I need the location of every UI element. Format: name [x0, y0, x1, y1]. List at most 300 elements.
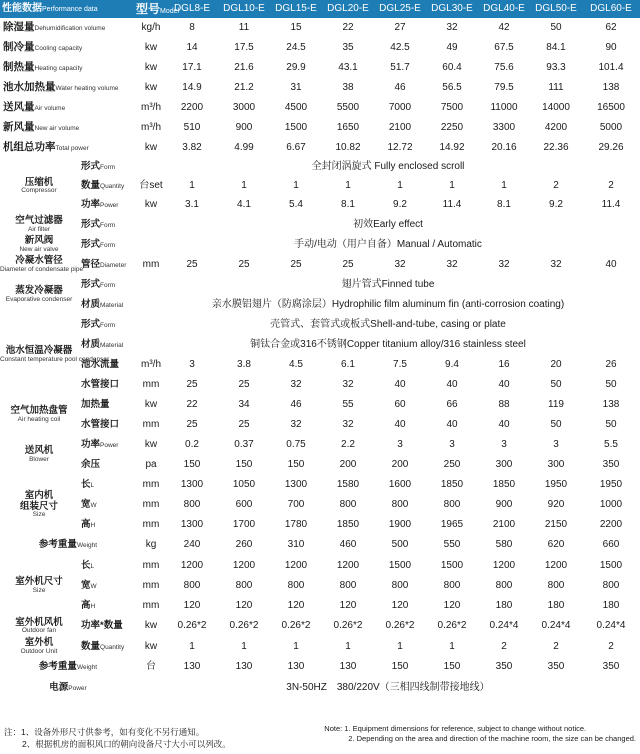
pool-condenser-group: 池水恒温冷凝器 Constant temperature pool condenser: [0, 345, 110, 363]
value-cell: 800: [495, 579, 513, 591]
value-cell: 7.5: [393, 358, 407, 370]
value-cell: 0.26*2: [229, 620, 259, 632]
value-cell: 1200: [544, 559, 568, 571]
notes-en: Note: 1. Equipment dimensions for reference, subject to change without notice. 2. Depending on the area and direction of the machine room, the size can be changed.: [324, 724, 636, 743]
row-label: 池水加热量Water heating volume: [3, 81, 119, 94]
value-cell: 32: [446, 21, 458, 33]
value-cell: 3.82: [182, 141, 202, 153]
value-cell: 25: [238, 378, 250, 390]
value-cell: 1: [241, 180, 247, 192]
value-cell: 62: [605, 21, 617, 33]
value-cell: 130: [339, 661, 357, 673]
perf-row: [0, 38, 640, 58]
value-cell: 240: [183, 539, 201, 551]
value-cell: 800: [602, 579, 620, 591]
performance-data-header: 性能数据Performance data: [0, 0, 136, 18]
value-cell: 2200: [599, 518, 623, 530]
value-cell: 35: [342, 41, 354, 53]
value-cell: 32: [498, 258, 510, 270]
value-cell: 800: [547, 579, 565, 591]
sub-label: 池水流量: [81, 358, 120, 370]
value-cell: 2: [553, 180, 559, 192]
value-cell: 200: [391, 458, 409, 470]
pool-pipe-row: [0, 375, 640, 395]
value-cell: 460: [339, 539, 357, 551]
value-cell: 2: [608, 180, 614, 192]
value-cell: 1: [501, 180, 507, 192]
value-cell: 16: [498, 358, 510, 370]
model-name: DGL25-E: [374, 0, 426, 18]
outdoor-unit-group: 室外机 Outdoor Unit: [20, 637, 58, 655]
outdoor-unit-row: [0, 637, 640, 657]
unit-cell: mm: [142, 518, 160, 530]
coil-pipe-row: [0, 415, 640, 435]
sub-label: 形式Form: [81, 278, 116, 290]
sub-label: 形式Form: [81, 238, 116, 250]
model-name: DGL10-E: [218, 0, 270, 18]
value-cell: 900: [495, 498, 513, 510]
value-cell: 56.5: [442, 81, 462, 93]
air-filter-row: [0, 215, 640, 235]
pool-form-value: 壳管式、套管式或板式Shell-and-tube, casing or plate: [270, 318, 506, 330]
value-cell: 34: [238, 398, 250, 410]
value-cell: 180: [602, 599, 620, 611]
perf-row: [0, 18, 640, 38]
value-cell: 11000: [490, 101, 518, 113]
value-cell: 0.26*2: [177, 620, 207, 632]
row-label: 制热量Heating capacity: [3, 61, 83, 74]
value-cell: 150: [391, 661, 409, 673]
sub-label: 加热量: [81, 398, 110, 410]
value-cell: 6.1: [341, 358, 355, 370]
value-cell: 800: [183, 579, 201, 591]
value-cell: 1300: [284, 478, 308, 490]
value-cell: 620: [547, 539, 565, 551]
sub-label: 管径Diameter: [81, 258, 127, 270]
sub-label: 数量Quantity: [81, 640, 125, 652]
indoor-w-row: [0, 495, 640, 515]
value-cell: 130: [235, 661, 253, 673]
value-cell: 50: [550, 21, 562, 33]
model-name: DGL15-E: [270, 0, 322, 18]
value-cell: 5.5: [604, 438, 618, 450]
sub-label: 功率*数量: [81, 620, 123, 632]
unit-cell: pa: [145, 458, 157, 470]
indoor-weight-row: [0, 535, 640, 556]
value-cell: 21.2: [234, 81, 254, 93]
value-cell: 14.92: [439, 141, 465, 153]
value-cell: 260: [235, 539, 253, 551]
value-cell: 15: [290, 21, 302, 33]
compressor-qty-row: [0, 177, 640, 196]
value-cell: 90: [605, 41, 617, 53]
value-cell: 40: [446, 418, 458, 430]
value-cell: 800: [391, 579, 409, 591]
unit-cell: kw: [144, 640, 158, 652]
header-row: [0, 0, 640, 18]
pool-flow-row: [0, 355, 640, 375]
value-cell: 800: [391, 498, 409, 510]
indoor-l-row: [0, 475, 640, 495]
sub-label: 形式Form: [81, 218, 116, 230]
unit-cell: mm: [142, 579, 160, 591]
unit-cell: kw: [144, 61, 158, 73]
value-cell: 32: [446, 258, 458, 270]
sub-label: 宽W: [81, 579, 97, 591]
value-cell: 40: [394, 418, 406, 430]
blower-pressure-row: [0, 455, 640, 475]
unit-cell: mm: [142, 258, 160, 270]
value-cell: 40: [605, 258, 617, 270]
value-cell: 1200: [180, 559, 204, 571]
unit-cell: mm: [142, 599, 160, 611]
value-cell: 1850: [336, 518, 360, 530]
value-cell: 1500: [440, 559, 464, 571]
value-cell: 310: [287, 539, 305, 551]
value-cell: 2: [501, 640, 507, 652]
value-cell: 300: [547, 458, 565, 470]
value-cell: 26: [605, 358, 617, 370]
value-cell: 2100: [388, 121, 412, 133]
evap-form-row: [0, 275, 640, 295]
value-cell: 800: [183, 498, 201, 510]
value-cell: 0.26*2: [281, 620, 311, 632]
value-cell: 12.72: [387, 141, 413, 153]
value-cell: 42: [498, 21, 510, 33]
value-cell: 800: [443, 498, 461, 510]
value-cell: 1950: [599, 478, 623, 490]
sub-label: 高H: [81, 518, 96, 530]
value-cell: 111: [548, 81, 564, 93]
model-name: DGL40-E: [478, 0, 530, 18]
value-cell: 1: [293, 180, 299, 192]
row-label: 制冷量Cooling capacity: [3, 41, 83, 54]
value-cell: 1300: [180, 518, 204, 530]
value-cell: 25: [342, 258, 354, 270]
value-cell: 88: [498, 398, 510, 410]
value-cell: 350: [602, 661, 620, 673]
value-cell: 300: [495, 458, 513, 470]
value-cell: 32: [290, 418, 302, 430]
value-cell: 3300: [492, 121, 516, 133]
value-cell: 1700: [232, 518, 256, 530]
value-cell: 1600: [388, 478, 412, 490]
model-name: DGL50-E: [530, 0, 582, 18]
performance-rows: [0, 18, 640, 158]
power-supply-value: 3N-50HZ 380/220V（三相四线制带接地线）: [286, 681, 490, 693]
model-name: DGL8-E: [166, 0, 218, 18]
value-cell: 8.1: [497, 199, 511, 211]
value-cell: 9.2: [549, 199, 563, 211]
value-cell: 0.24*4: [489, 620, 519, 632]
value-cell: 1: [345, 640, 351, 652]
sub-label: 材质Material: [81, 338, 124, 350]
value-cell: 50: [550, 378, 562, 390]
value-cell: 0.24*4: [541, 620, 571, 632]
value-cell: 32: [550, 258, 562, 270]
unit-cell: mm: [142, 418, 160, 430]
outdoor-weight-label: 参考重量Weight: [38, 661, 98, 673]
blower-power-row: [0, 435, 640, 455]
pool-material-row: [0, 335, 640, 355]
sub-label: 宽W: [81, 498, 97, 510]
value-cell: 50: [605, 378, 617, 390]
unit-cell: mm: [142, 559, 160, 571]
perf-row: [0, 78, 640, 98]
value-cell: 75.6: [494, 61, 514, 73]
value-cell: 1200: [492, 559, 516, 571]
component-rows: [0, 158, 640, 698]
value-cell: 1950: [544, 478, 568, 490]
unit-cell: m³/h: [141, 101, 161, 113]
value-cell: 21.6: [234, 61, 254, 73]
value-cell: 500: [391, 539, 409, 551]
pool-material-value: 铜钛合金或316不锈钢Copper titanium alloy/316 stainless steel: [250, 338, 526, 350]
value-cell: 51.7: [390, 61, 410, 73]
value-cell: 0.26*2: [437, 620, 467, 632]
value-cell: 50: [550, 418, 562, 430]
value-cell: 580: [495, 539, 513, 551]
value-cell: 1650: [336, 121, 360, 133]
new-air-valve-row: [0, 235, 640, 255]
value-cell: 1: [241, 640, 247, 652]
row-label: 送风量Air volume: [3, 101, 66, 114]
compressor-form-row: [0, 158, 640, 177]
value-cell: 49: [446, 41, 458, 53]
new-air-valve-value: 手动/电动（用户自备）Manual / Automatic: [294, 238, 482, 250]
value-cell: 67.5: [494, 41, 514, 53]
value-cell: 25: [186, 378, 198, 390]
value-cell: 350: [602, 458, 620, 470]
evaporative-form-value: 翅片管式Finned tube: [341, 278, 435, 290]
value-cell: 5000: [599, 121, 623, 133]
outdoor-h-row: [0, 596, 640, 616]
value-cell: 150: [287, 458, 305, 470]
value-cell: 0.75: [286, 438, 306, 450]
value-cell: 1500: [284, 121, 308, 133]
value-cell: 0.26*2: [333, 620, 363, 632]
unit-cell: kg: [145, 539, 157, 551]
value-cell: 4.1: [237, 199, 251, 211]
value-cell: 120: [339, 599, 357, 611]
value-cell: 800: [339, 498, 357, 510]
value-cell: 1: [397, 180, 403, 192]
sub-label: 形式Form: [81, 318, 116, 330]
outdoor-l-row: [0, 556, 640, 576]
value-cell: 84.1: [546, 41, 566, 53]
value-cell: 1000: [599, 498, 623, 510]
value-cell: 350: [547, 661, 565, 673]
value-cell: 17.5: [234, 41, 254, 53]
value-cell: 31: [290, 81, 302, 93]
value-cell: 14: [186, 41, 198, 53]
outdoor-fan-row: [0, 616, 640, 637]
value-cell: 138: [602, 81, 620, 93]
sub-label: 长L: [81, 559, 95, 571]
value-cell: 1200: [284, 559, 308, 571]
unit-cell: mm: [142, 378, 160, 390]
value-cell: 600: [235, 498, 253, 510]
perf-row: [0, 138, 640, 158]
outdoor-size-group: 室外机尺寸 Size: [15, 576, 63, 594]
indoor-size-group: 室内机 组装尺寸 Size: [19, 490, 58, 519]
row-label: 机组总功率Total power: [3, 141, 89, 154]
value-cell: 0.2: [185, 438, 199, 450]
value-cell: 120: [183, 599, 201, 611]
value-cell: 22.36: [543, 141, 569, 153]
sub-label: 数量Quantity: [81, 180, 125, 192]
value-cell: 32: [342, 378, 354, 390]
value-cell: 510: [183, 121, 201, 133]
unit-cell: mm: [142, 498, 160, 510]
value-cell: 2: [553, 640, 559, 652]
value-cell: 1: [293, 640, 299, 652]
value-cell: 138: [602, 398, 620, 410]
value-cell: 3: [501, 438, 507, 450]
value-cell: 0.24*4: [596, 620, 626, 632]
model-header: 型号Model: [136, 0, 166, 18]
value-cell: 93.3: [546, 61, 566, 73]
indoor-weight-label: 参考重量Weight: [38, 539, 98, 551]
value-cell: 25: [238, 258, 250, 270]
value-cell: 38: [342, 81, 354, 93]
power-supply-label: 电源Power: [49, 681, 87, 693]
value-cell: 27: [394, 21, 406, 33]
value-cell: 7000: [388, 101, 412, 113]
value-cell: 150: [183, 458, 201, 470]
value-cell: 3: [449, 438, 455, 450]
unit-cell: kw: [144, 438, 158, 450]
value-cell: 1050: [232, 478, 256, 490]
value-cell: 800: [443, 579, 461, 591]
value-cell: 22: [186, 398, 198, 410]
value-cell: 800: [235, 579, 253, 591]
value-cell: 180: [495, 599, 513, 611]
value-cell: 1200: [336, 559, 360, 571]
row-label: 除湿量Dehumidification volume: [3, 21, 106, 34]
value-cell: 32: [342, 418, 354, 430]
notes-zh: 注：1、设备外形尺寸供参考，如有变化不另行通知。 2、根据机房的面积风口的朝向设备尺寸大小可以列改。: [4, 727, 231, 749]
compressor-group: 压缩机 Compressor: [21, 176, 57, 195]
value-cell: 800: [339, 579, 357, 591]
model-name: DGL30-E: [426, 0, 478, 18]
unit-cell: kw: [144, 398, 158, 410]
outdoor-fan-group: 室外机风机 Outdoor fan: [15, 616, 63, 635]
value-cell: 4.5: [289, 358, 303, 370]
value-cell: 40: [394, 378, 406, 390]
value-cell: 1200: [232, 559, 256, 571]
value-cell: 4.99: [234, 141, 254, 153]
unit-cell: kw: [144, 199, 158, 211]
value-cell: 60.4: [442, 61, 462, 73]
value-cell: 1900: [388, 518, 412, 530]
value-cell: 40: [446, 378, 458, 390]
sub-label: 功率Power: [81, 438, 119, 450]
value-cell: 1: [345, 180, 351, 192]
value-cell: 50: [605, 418, 617, 430]
unit-cell: kw: [144, 141, 158, 153]
indoor-h-row: [0, 515, 640, 535]
value-cell: 14.9: [182, 81, 202, 93]
value-cell: 25: [186, 258, 198, 270]
perf-row: [0, 98, 640, 118]
unit-cell: kw: [144, 81, 158, 93]
value-cell: 660: [602, 539, 620, 551]
model-name: DGL20-E: [322, 0, 374, 18]
evaporative-material-value: 亲水膜铝翅片（防腐涂层）Hydrophilic film aluminum fin (anti-corrosion coating): [211, 298, 565, 310]
value-cell: 101.4: [598, 61, 624, 73]
value-cell: 1965: [440, 518, 464, 530]
sub-label: 高H: [81, 599, 96, 611]
value-cell: 1500: [388, 559, 412, 571]
unit-cell: m³/h: [141, 358, 161, 370]
perf-row: [0, 58, 640, 78]
value-cell: 3.1: [185, 199, 199, 211]
value-cell: 1300: [180, 478, 204, 490]
unit-cell: m³/h: [141, 121, 161, 133]
value-cell: 120: [443, 599, 461, 611]
new-air-valve-group: 新风阀 New air valve: [19, 235, 59, 253]
unit-cell: kw: [144, 41, 158, 53]
value-cell: 8.1: [341, 199, 355, 211]
unit-cell: 台set: [139, 180, 163, 192]
value-cell: 9.4: [445, 358, 459, 370]
value-cell: 2150: [544, 518, 568, 530]
value-cell: 4500: [284, 101, 308, 113]
value-cell: 180: [547, 599, 565, 611]
blower-group: 送风机 Blower: [24, 445, 54, 463]
power-supply-row: [0, 678, 640, 698]
value-cell: 5.4: [289, 199, 303, 211]
value-cell: 1: [397, 640, 403, 652]
compressor-form-value: 全封闭涡旋式 Fully enclosed scroll: [311, 161, 465, 173]
evaporative-group: 蒸发冷凝器 Evaporative condenser: [5, 285, 73, 303]
condensate-row: [0, 255, 640, 275]
model-name: DGL60-E: [582, 0, 640, 18]
sub-label: 长L: [81, 478, 95, 490]
value-cell: 46: [290, 398, 302, 410]
value-cell: 40: [498, 418, 510, 430]
value-cell: 79.5: [494, 81, 514, 93]
value-cell: 1: [189, 640, 195, 652]
notes: [0, 723, 640, 754]
condensate-group: 冷凝水管径 Diameter of condensate pipe: [0, 255, 84, 273]
value-cell: 8: [189, 21, 195, 33]
value-cell: 1580: [336, 478, 360, 490]
value-cell: 4200: [544, 121, 568, 133]
value-cell: 17.1: [182, 61, 202, 73]
value-cell: 119: [548, 398, 564, 410]
value-cell: 120: [235, 599, 253, 611]
value-cell: 14000: [542, 101, 570, 113]
sub-label: 余压: [81, 458, 101, 470]
value-cell: 2200: [180, 101, 204, 113]
value-cell: 42.5: [390, 41, 410, 53]
value-cell: 25: [238, 418, 250, 430]
value-cell: 55: [342, 398, 354, 410]
unit-cell: 台: [146, 661, 156, 673]
value-cell: 16500: [597, 101, 625, 113]
value-cell: 1: [449, 180, 455, 192]
sub-label: 水管接口: [81, 418, 120, 430]
coil-heat-row: [0, 395, 640, 415]
value-cell: 9.2: [393, 199, 407, 211]
unit-cell: kg/h: [141, 21, 161, 33]
sub-label: 功率Power: [81, 199, 119, 211]
value-cell: 32: [290, 378, 302, 390]
value-cell: 3000: [232, 101, 256, 113]
compressor-power-row: [0, 196, 640, 215]
